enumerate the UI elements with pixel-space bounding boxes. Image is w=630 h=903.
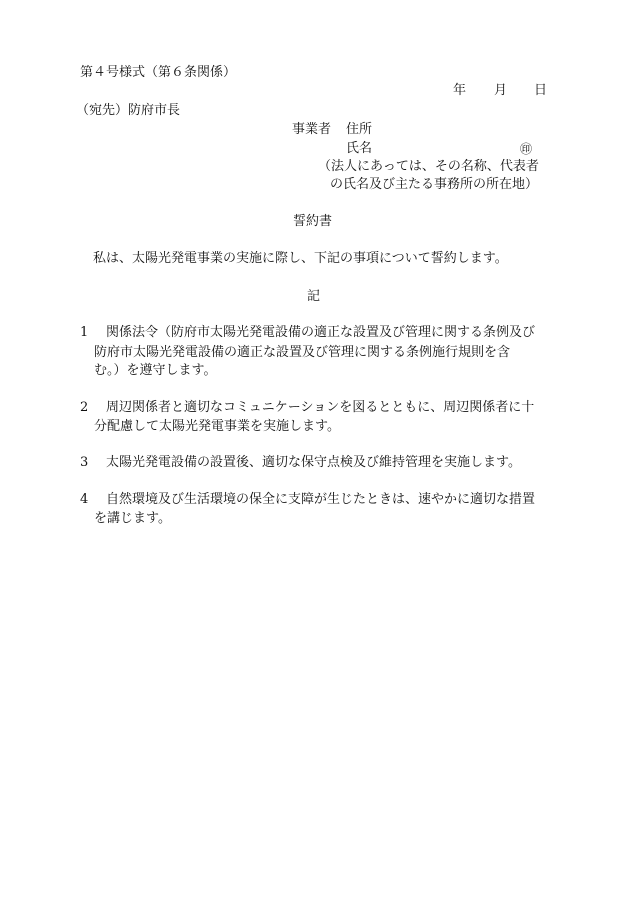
item-number: 2 [80,400,89,415]
intro-text: 私は、太陽光発電事業の実施に際し、下記の事項について誓約します。 [93,251,508,266]
date-day-label: 日 [534,83,548,98]
item-line: む。）を遵守します。 [94,363,217,378]
item-line: 自然環境及び生活環境の保全に支障が生じたときは、速やかに適切な措置 [106,492,536,507]
seal-mark: ㊞ [520,142,533,156]
document-title: 誓約書 [293,214,333,229]
addressee: （宛先）防府市長 [76,103,181,118]
corporate-note-line1: （法人にあっては、その名称、代表者 [318,159,539,174]
date-year-label: 年 [453,83,467,98]
applicant-label: 事業者 [292,122,332,137]
name-label: 氏名 [346,141,373,156]
item-number: 1 [80,325,89,340]
item-line: 分配慮して太陽光発電事業を実施します。 [94,419,340,434]
item-number: 3 [80,455,89,470]
item-line: 周辺関係者と適切なコミュニケーションを図るとともに、周辺関係者に十 [106,400,535,415]
ki-heading: 記 [307,289,321,304]
item-number: 4 [80,492,89,507]
item-line: 太陽光発電設備の設置後、適切な保守点検及び維持管理を実施します。 [106,455,521,470]
form-number: 第４号様式（第６条関係） [80,65,237,80]
corporate-note-line2: の氏名及び主たる事務所の所在地） [330,177,539,192]
date-month-label: 月 [494,83,508,98]
address-label: 住所 [346,122,373,137]
item-line: 防府市太陽光発電設備の適正な設置及び管理に関する条例施行規則を含 [94,345,511,360]
item-line: を講じます。 [94,511,171,526]
item-line: 関係法令（防府市太陽光発電設備の適正な設置及び管理に関する条例及び [106,325,536,340]
